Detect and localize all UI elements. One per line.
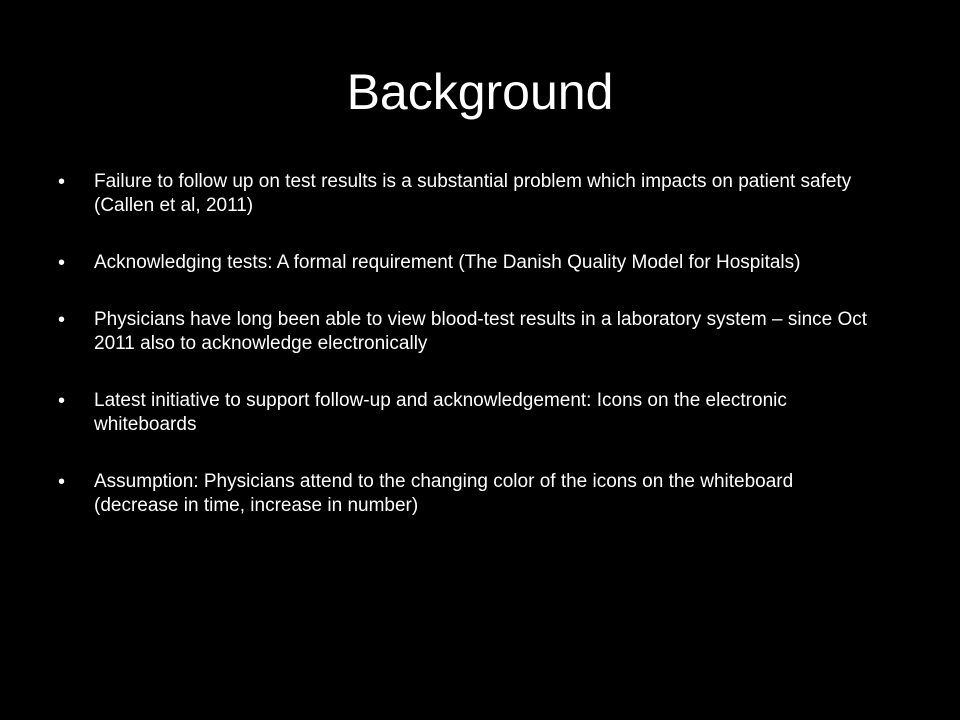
bullet-item <box>58 170 868 218</box>
slide-title: Background <box>346 64 614 120</box>
bullet-text: Assumption: Physicians attend to the changing color of the icons on the whiteboard (decrease in time, increase in number) <box>94 471 794 516</box>
bullet-item <box>58 389 868 437</box>
bullet-text: Acknowledging tests: A formal requirement (The Danish Quality Model for Hospitals) <box>94 252 801 273</box>
bullet-dot-icon: • <box>58 171 66 193</box>
bullet-item <box>58 470 868 518</box>
bullet-item <box>58 308 868 356</box>
bullet-text: Failure to follow up on test results is a substantial problem which impacts on patient safety (Callen et al, 2011) <box>94 171 852 216</box>
bullet-text: Physicians have long been able to view blood-test results in a laboratory system – since Oct 2011 also to acknowledge electronically <box>94 309 868 354</box>
bullet-dot-icon: • <box>58 309 66 331</box>
bullet-item <box>58 251 868 275</box>
bullet-dot-icon: • <box>58 390 66 412</box>
bullet-dot-icon: • <box>58 252 66 274</box>
bullet-dot-icon: • <box>58 471 66 493</box>
bullet-text: Latest initiative to support follow-up and acknowledgement: Icons on the electronic whiteboards <box>94 390 787 435</box>
bullet-list <box>58 170 868 551</box>
